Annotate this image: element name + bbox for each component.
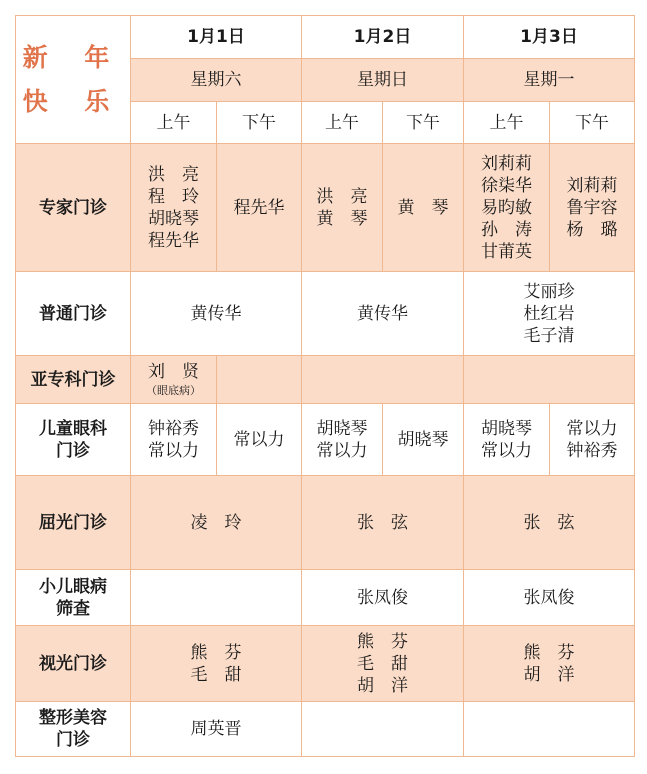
half-day-pm-3: 下午 xyxy=(550,102,635,144)
cell-pediatric-d3-pm xyxy=(550,404,635,476)
doctor-name: 熊 芬 xyxy=(357,631,408,652)
half-day-am-3: 上午 xyxy=(464,102,550,144)
doctor-name: 杜红岩 xyxy=(523,303,575,324)
doctor-name: 黄传华 xyxy=(357,303,408,324)
schedule-table xyxy=(15,15,635,757)
cell-plastic-d2 xyxy=(302,702,464,757)
doctor-name: 常以力 xyxy=(481,440,532,461)
doctor-name: 胡晓琴 xyxy=(316,418,368,439)
half-day-pm-2: 下午 xyxy=(383,102,464,144)
weekday-3: 星期一 xyxy=(464,59,635,102)
doctor-name: 常以力 xyxy=(316,440,368,461)
doctor-name: 刘莉莉 xyxy=(481,153,532,174)
corner-title-line1: 新 年 xyxy=(22,42,124,72)
row-label-expert: 专家门诊 xyxy=(16,144,131,272)
date-header-2: 1月2日 xyxy=(302,16,464,59)
cell-optometry-d2 xyxy=(302,626,464,702)
doctor-name: 刘莉莉 xyxy=(566,175,618,196)
cell-child-screening-d2 xyxy=(302,570,464,626)
doctor-name: 程先华 xyxy=(233,197,285,218)
cell-refraction-d3 xyxy=(464,476,635,570)
cell-expert-d1-am xyxy=(131,144,217,272)
cell-pediatric-d2-am xyxy=(302,404,383,476)
doctor-name: 张 弦 xyxy=(357,512,408,533)
cell-general-d3 xyxy=(464,272,635,356)
cell-child-screening-d3 xyxy=(464,570,635,626)
cell-plastic-d1 xyxy=(131,702,302,757)
cell-refraction-d1 xyxy=(131,476,302,570)
doctor-name: 洪 亮 xyxy=(316,186,368,207)
doctor-name: 刘 贤 xyxy=(148,361,199,382)
cell-expert-d2-pm xyxy=(383,144,464,272)
doctor-name: 黄 琴 xyxy=(397,197,449,218)
cell-subspecialty-d3 xyxy=(464,356,635,404)
doctor-name: 胡 洋 xyxy=(523,664,575,685)
cell-plastic-d3 xyxy=(464,702,635,757)
row-label-optometry: 视光门诊 xyxy=(16,626,131,702)
row-label-pediatric xyxy=(16,404,131,476)
cell-child-screening-d1 xyxy=(131,570,302,626)
cell-general-d1 xyxy=(131,272,302,356)
row-label-refraction: 屈光门诊 xyxy=(16,476,131,570)
doctor-name: 钟裕秀 xyxy=(566,440,618,461)
doctor-name: 胡晓琴 xyxy=(481,418,532,439)
doctor-name: 熊 芬 xyxy=(523,642,575,663)
doctor-name: 周英晋 xyxy=(190,719,242,739)
corner-title-cell xyxy=(16,16,131,144)
weekday-1: 星期六 xyxy=(131,59,302,102)
row-label-child-screening xyxy=(16,570,131,626)
row-label-line: 筛查 xyxy=(56,598,90,619)
doctor-name: 张 弦 xyxy=(523,512,575,533)
half-day-am-1: 上午 xyxy=(131,102,217,144)
doctor-name: 程 玲 xyxy=(148,186,199,207)
doctor-name: 常以力 xyxy=(233,429,285,450)
cell-pediatric-d2-pm xyxy=(383,404,464,476)
row-label-subspecialty: 亚专科门诊 xyxy=(16,356,131,404)
cell-subspecialty-d1-am xyxy=(131,356,217,404)
doctor-name: 艾丽珍 xyxy=(523,281,575,302)
doctor-name: 胡晓琴 xyxy=(397,429,449,450)
doctor-name: 毛子清 xyxy=(523,325,575,346)
row-label-line: 小儿眼病 xyxy=(39,576,107,597)
row-label-line: 儿童眼科 xyxy=(39,418,107,439)
corner-title-line2: 快 乐 xyxy=(22,86,124,116)
half-day-pm-1: 下午 xyxy=(217,102,302,144)
cell-subspecialty-d1-pm xyxy=(217,356,302,404)
cell-general-d2 xyxy=(302,272,464,356)
doctor-name: 黄 琴 xyxy=(316,208,368,229)
doctor-name: 张凤俊 xyxy=(523,587,575,608)
cell-expert-d1-pm xyxy=(217,144,302,272)
doctor-name: 洪 亮 xyxy=(148,164,199,185)
doctor-name: 张凤俊 xyxy=(357,587,408,608)
doctor-name: 凌 玲 xyxy=(190,512,242,533)
doctor-name: 熊 芬 xyxy=(190,642,242,663)
doctor-name: 甘莆英 xyxy=(481,241,532,262)
cell-refraction-d2 xyxy=(302,476,464,570)
cell-expert-d3-am xyxy=(464,144,550,272)
doctor-name: 常以力 xyxy=(566,418,618,439)
cell-pediatric-d1-am xyxy=(131,404,217,476)
cell-expert-d2-am xyxy=(302,144,383,272)
date-header-3: 1月3日 xyxy=(464,16,635,59)
doctor-name: 胡 洋 xyxy=(357,675,408,696)
doctor-name: 易昀敏 xyxy=(481,197,532,218)
doctor-name: 常以力 xyxy=(148,440,199,461)
cell-expert-d3-pm xyxy=(550,144,635,272)
doctor-name: 毛 甜 xyxy=(357,653,408,674)
doctor-name: 钟裕秀 xyxy=(148,418,199,439)
cell-optometry-d1 xyxy=(131,626,302,702)
doctor-name: 胡晓琴 xyxy=(148,208,199,229)
date-header-1: 1月1日 xyxy=(131,16,302,59)
weekday-2: 星期日 xyxy=(302,59,464,102)
row-label-line: 门诊 xyxy=(56,730,90,750)
row-label-line: 门诊 xyxy=(56,440,90,461)
doctor-name: 徐柒华 xyxy=(481,175,532,196)
doctor-name: 杨 璐 xyxy=(566,219,618,240)
doctor-name: 孙 涛 xyxy=(481,219,532,240)
specialty-note: （眼底病） xyxy=(146,383,201,397)
row-label-general: 普通门诊 xyxy=(16,272,131,356)
doctor-name: 鲁宇容 xyxy=(566,197,618,218)
row-label-line: 整形美容 xyxy=(39,708,107,728)
cell-pediatric-d1-pm xyxy=(217,404,302,476)
doctor-name: 毛 甜 xyxy=(190,664,242,685)
cell-subspecialty-d2 xyxy=(302,356,464,404)
doctor-name: 程先华 xyxy=(148,230,199,251)
cell-optometry-d3 xyxy=(464,626,635,702)
cell-pediatric-d3-am xyxy=(464,404,550,476)
row-label-plastic xyxy=(16,702,131,757)
half-day-am-2: 上午 xyxy=(302,102,383,144)
doctor-name: 黄传华 xyxy=(190,303,242,324)
